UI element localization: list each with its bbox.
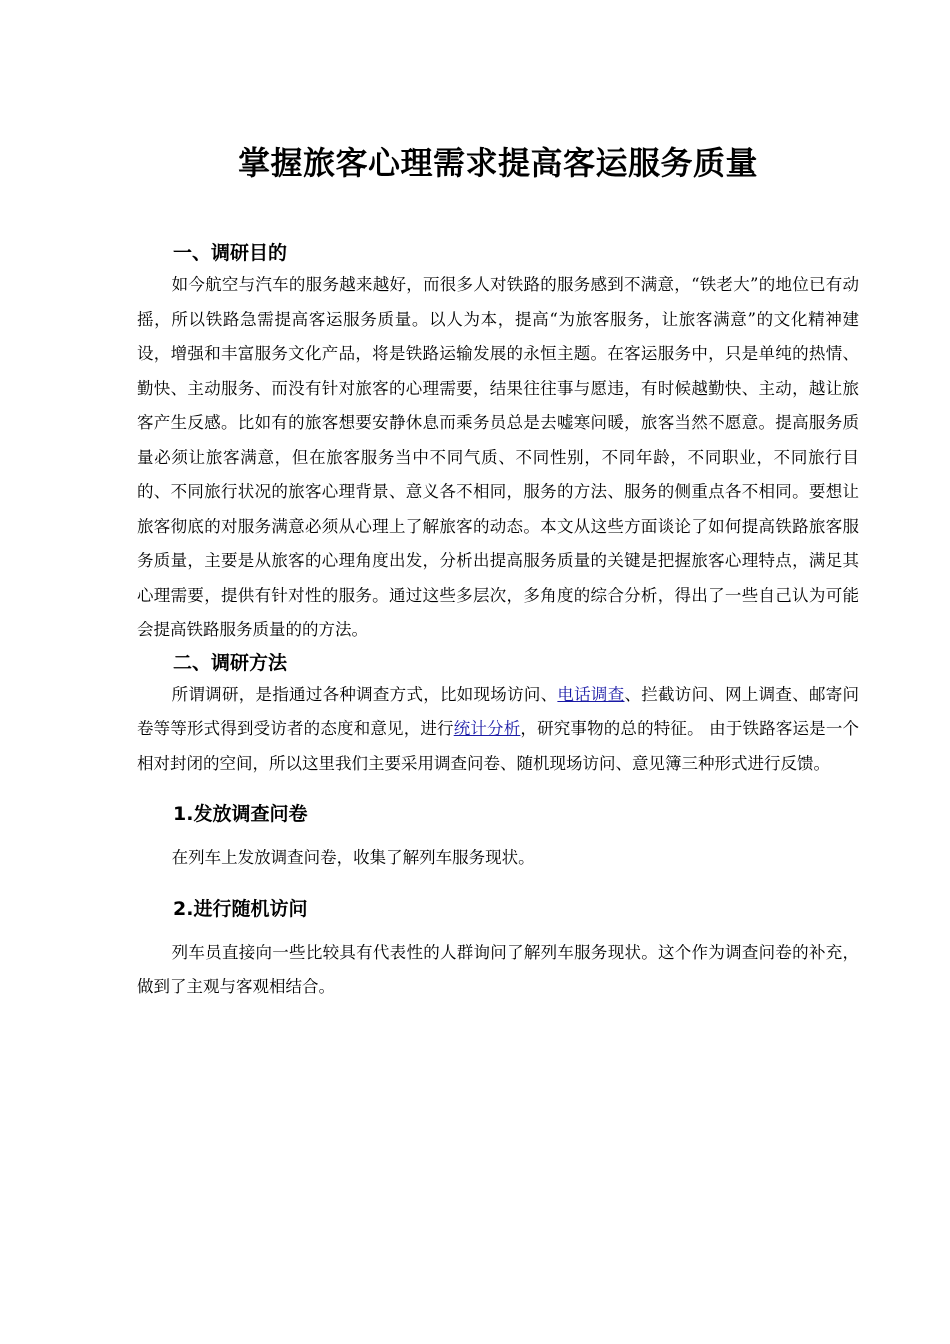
method-text-b: 、拦截访问、网上调查、邮寄问卷等等形式得到受访者的态度和意见，进行 — [137, 684, 860, 738]
link-statistical-analysis[interactable]: 统计分析 — [453, 719, 521, 738]
subsection-paragraph-questionnaire: 在列车上发放调查问卷，收集了解列车服务现状。 — [171, 848, 535, 867]
document-body — [137, 238, 859, 1005]
section-paragraph-purpose: 如今航空与汽车的服务越来越好，而很多人对铁路的服务感到不满意，“铁老大”的地位已有动摇，所以铁路急需提高客运服务质量。以人为本，提高“为旅客服务，让旅客满意”的文化精神建设，增强和丰富服务文化产品，将是铁路运输发展的永恒主题。在客运服务中，只是单纯的热情、勤快、主动服务、而没有针对旅客的心理需要，结果往往事与愿违，有时候越勤快、主动，越让旅客产生反感。比如有的旅客想要安静休息而乘务员总是去嘘寒问暖，旅客当然不愿意。提高服务质量必须让旅客满意，但在旅客服务当中不同气质、不同性别，不同年龄，不同职业，不同旅行目的、不同旅行状况的旅客心理背景、意义各不相同，服务的方法、服务的侧重点各不相同。要想让旅客彻底的对服务满意必须从心理上了解旅客的动态。本文从这些方面谈论了如何提高铁路旅客服务质量，主要是从旅客的心理角度出发，分析出提高服务质量的关键是把握旅客心理特点，满足其心理需要，提供有针对性的服务。通过这些多层次，多角度的综合分析，得出了一些自己认为可能会提高铁路服务质量的的方法。 — [137, 275, 859, 639]
subsection-heading-random-interview: 2.进行随机访问 — [173, 897, 308, 920]
method-text-a: 所谓调研，是指通过各种调查方式，比如现场访问、 — [171, 684, 558, 704]
method-text-c: ，研究事物的总的特征。 由于铁路客运是一个相对封闭的空间，所以这里我们主要采用调查问卷、随机现场访问、意见簿三种形式进行反馈。 — [137, 719, 860, 773]
section-paragraph-method — [137, 678, 859, 782]
document-title: 掌握旅客心理需求提高客运服务质量 — [237, 144, 758, 182]
link-phone-survey[interactable]: 电话调查 — [557, 684, 625, 704]
subsection-paragraph-random-interview: 列车员直接向一些比较具有代表性的人群询问了解列车服务现状。这个作为调查问卷的补充，做到了主观与客观相结合。 — [137, 942, 859, 996]
section-heading-method: 二、调研方法 — [173, 651, 288, 674]
subsection-heading-questionnaire: 1.发放调查问卷 — [173, 803, 308, 825]
section-heading-purpose: 一、调研目的 — [173, 242, 288, 264]
